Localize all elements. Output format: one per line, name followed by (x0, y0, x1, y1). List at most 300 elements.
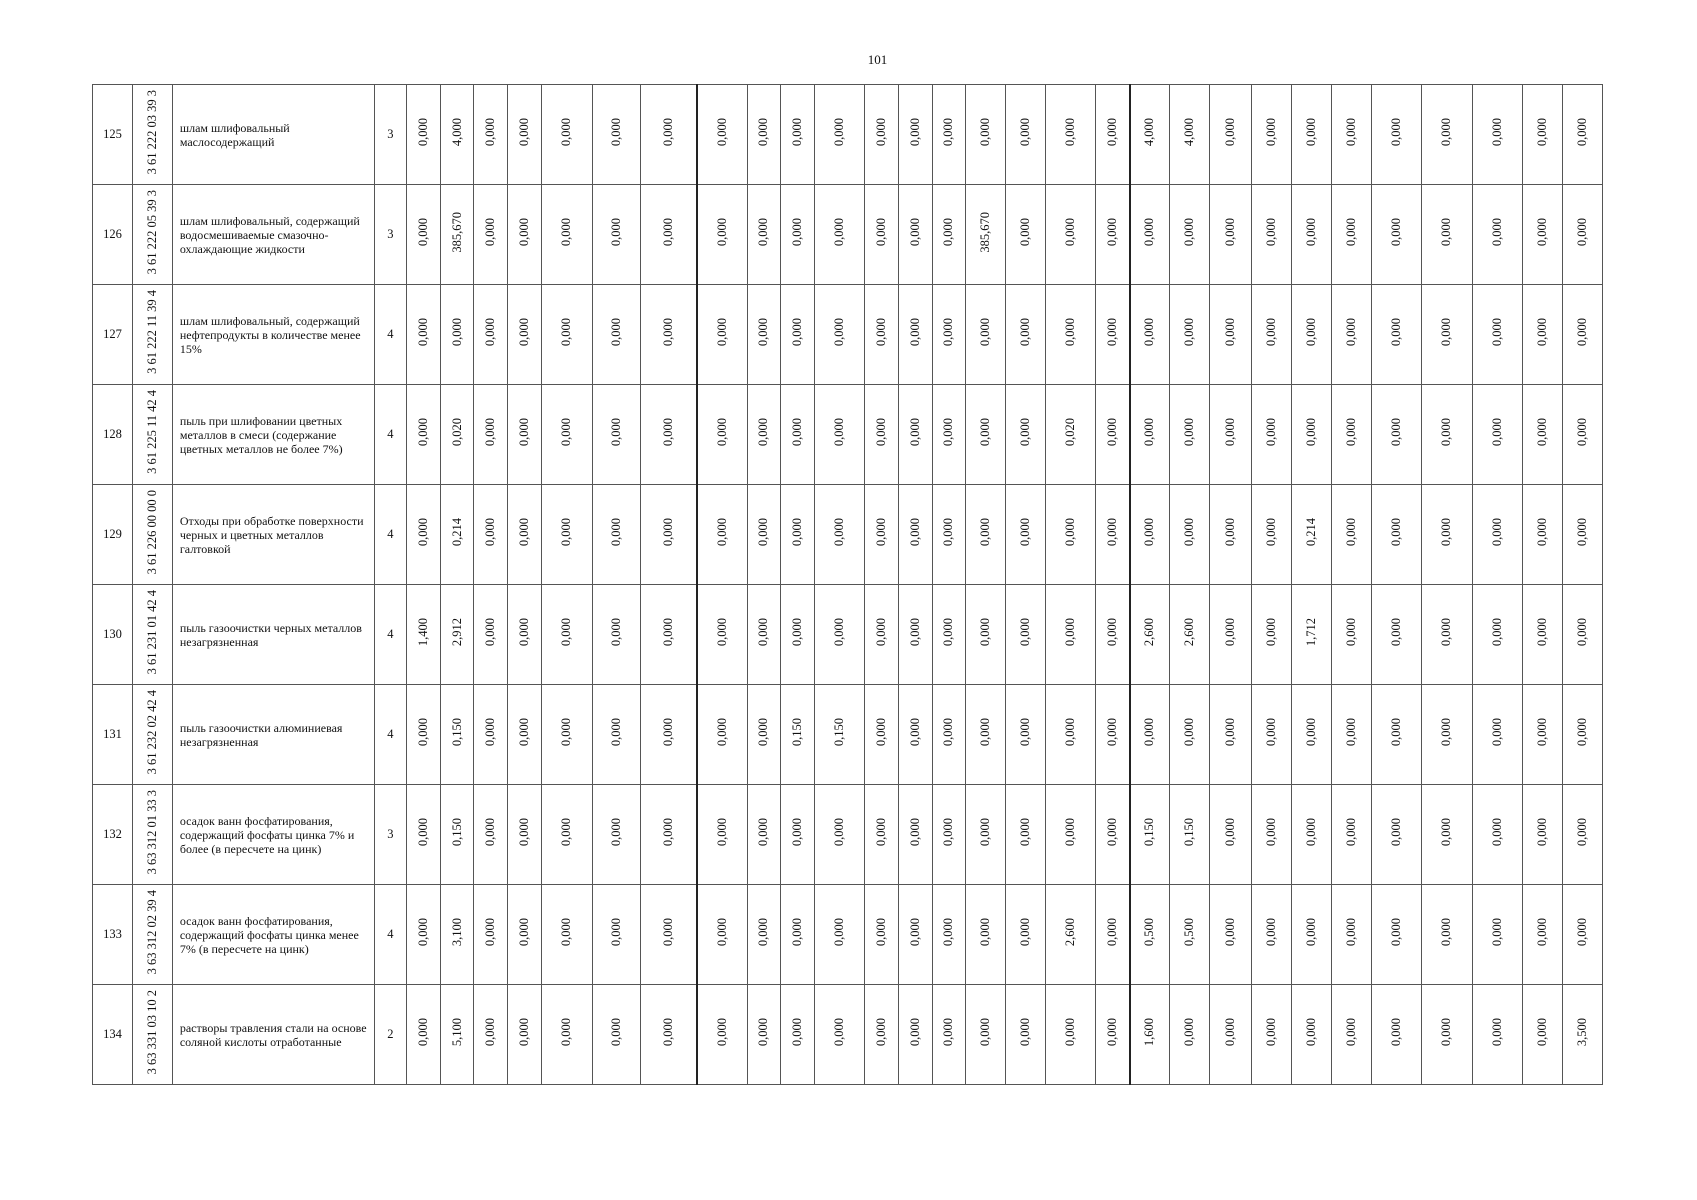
value-cell (1006, 785, 1046, 885)
value-cell (407, 985, 441, 1085)
value-cell (1291, 485, 1331, 585)
waste-name: растворы травления стали на основе соляной кислоты отработанные (172, 985, 374, 1085)
value-cell (932, 985, 966, 1085)
value-text: 0,000 (1489, 917, 1504, 947)
value-text: 0,000 (1489, 217, 1504, 247)
value-cell (541, 385, 592, 485)
value-text: 0,000 (874, 317, 889, 347)
value-cell (898, 685, 932, 785)
value-text: 0,000 (874, 717, 889, 747)
value-cell (440, 385, 474, 485)
value-cell (1096, 85, 1130, 185)
waste-code-cell (132, 485, 172, 585)
value-cell (1562, 185, 1602, 285)
value-cell (1130, 385, 1170, 485)
value-text: 0,000 (978, 317, 993, 347)
value-text: 0,000 (907, 117, 922, 147)
value-cell (865, 285, 899, 385)
value-cell (641, 85, 697, 185)
value-text: 0,000 (661, 717, 676, 747)
value-cell (1251, 885, 1291, 985)
value-text: 0,000 (516, 617, 531, 647)
value-cell (593, 385, 641, 485)
table-row (93, 285, 1603, 385)
value-text: 0,000 (1105, 217, 1119, 247)
value-cell (1291, 885, 1331, 985)
value-text: 0,000 (661, 417, 676, 447)
value-cell (1291, 785, 1331, 885)
waste-name: осадок ванн фосфатирования, содержащий фосфаты цинка 7% и более (в пересчете на цинк) (172, 785, 374, 885)
value-cell (641, 585, 697, 685)
table-row (93, 185, 1603, 285)
value-text: 0,000 (1343, 1017, 1358, 1047)
value-cell (440, 85, 474, 185)
waste-code: 3 61 225 11 42 4 (144, 390, 159, 474)
value-text: 0,000 (516, 817, 531, 847)
value-cell (474, 885, 508, 985)
value-text: 0,000 (1489, 317, 1504, 347)
waste-code-cell (132, 585, 172, 685)
value-text: 0,000 (941, 1017, 956, 1047)
value-text: 0,000 (941, 517, 956, 547)
value-cell (1251, 185, 1291, 285)
value-text: 0,000 (661, 617, 676, 647)
value-cell (407, 785, 441, 885)
table-row (93, 585, 1603, 685)
value-text: 0,000 (1343, 117, 1358, 147)
value-text: 0,000 (415, 317, 430, 347)
value-text: 0,000 (1489, 1017, 1504, 1047)
value-text: 0,000 (1105, 717, 1119, 747)
value-cell (781, 485, 815, 585)
value-cell (1130, 685, 1170, 785)
value-text: 0,000 (1222, 217, 1237, 247)
value-text: 0,000 (1063, 617, 1078, 647)
hazard-class: 3 (374, 785, 407, 885)
value-cell (932, 185, 966, 285)
waste-code: 3 63 331 03 10 2 (144, 989, 159, 1075)
value-cell (865, 885, 899, 985)
value-cell (1523, 585, 1563, 685)
value-cell (1422, 85, 1472, 185)
value-text: 3,500 (1574, 1017, 1589, 1047)
value-text: 0,000 (1263, 317, 1278, 347)
page-number: 101 (867, 52, 888, 67)
value-cell (1169, 685, 1209, 785)
value-text: 0,000 (978, 917, 993, 947)
value-text: 0,000 (1388, 417, 1403, 447)
value-cell (407, 385, 441, 485)
value-cell (1422, 785, 1472, 885)
value-text: 0,000 (415, 817, 430, 847)
value-text: 0,000 (1303, 917, 1318, 947)
value-cell (508, 85, 542, 185)
value-text: 0,000 (714, 817, 729, 847)
value-cell (1472, 385, 1522, 485)
value-text: 0,000 (1388, 217, 1403, 247)
hazard-class: 4 (374, 485, 407, 585)
value-text: 0,000 (415, 1017, 430, 1047)
value-cell (1371, 385, 1421, 485)
value-cell (1169, 485, 1209, 585)
value-text: 0,000 (1343, 317, 1358, 347)
table-row (93, 985, 1603, 1085)
value-cell (1422, 985, 1472, 1085)
row-number: 128 (93, 385, 133, 485)
value-cell (697, 585, 747, 685)
value-text: 0,000 (1142, 317, 1157, 347)
value-text: 0,000 (714, 1017, 729, 1047)
value-cell (697, 885, 747, 985)
value-cell (1169, 385, 1209, 485)
value-cell (541, 685, 592, 785)
value-text: 0,000 (907, 617, 922, 647)
value-cell (898, 85, 932, 185)
value-cell (1006, 685, 1046, 785)
value-cell (1291, 985, 1331, 1085)
table-row (93, 685, 1603, 785)
value-text: 0,000 (790, 217, 805, 247)
value-cell (1523, 285, 1563, 385)
value-cell (1523, 185, 1563, 285)
value-cell (1251, 585, 1291, 685)
value-cell (440, 985, 474, 1085)
hazard-class: 3 (374, 185, 407, 285)
value-cell (474, 985, 508, 1085)
waste-code: 3 63 312 01 33 3 (144, 789, 159, 875)
value-cell (966, 185, 1006, 285)
value-cell (1046, 685, 1096, 785)
value-cell (1169, 85, 1209, 185)
value-cell (1291, 685, 1331, 785)
value-text: 0,000 (978, 717, 993, 747)
value-text: 0,000 (1439, 417, 1454, 447)
waste-code: 3 61 226 00 00 0 (144, 489, 159, 575)
value-text: 385,670 (449, 211, 464, 253)
value-text: 0,000 (1303, 717, 1318, 747)
value-text: 0,000 (1263, 917, 1278, 947)
table-row (93, 485, 1603, 585)
value-text: 0,000 (1388, 117, 1403, 147)
value-text: 0,000 (941, 317, 956, 347)
value-cell (1169, 185, 1209, 285)
hazard-class: 4 (374, 585, 407, 685)
value-text: 0,000 (415, 517, 430, 547)
value-cell (1562, 985, 1602, 1085)
value-cell (932, 885, 966, 985)
value-text: 0,000 (559, 517, 574, 547)
value-cell (1046, 785, 1096, 885)
value-cell (898, 985, 932, 1085)
value-cell (1422, 685, 1472, 785)
value-cell (932, 685, 966, 785)
value-cell (508, 485, 542, 585)
value-cell (1562, 385, 1602, 485)
value-text: 0,000 (1574, 217, 1589, 247)
value-text: 0,000 (609, 817, 624, 847)
value-text: 0,000 (1534, 117, 1549, 147)
value-cell (440, 485, 474, 585)
value-cell (541, 85, 592, 185)
value-text: 0,000 (832, 817, 847, 847)
value-text: 0,000 (661, 217, 676, 247)
value-cell (1422, 185, 1472, 285)
value-cell (865, 685, 899, 785)
value-text: 0,214 (1303, 517, 1318, 547)
value-cell (747, 285, 781, 385)
waste-code-cell (132, 85, 172, 185)
value-text: 0,000 (516, 317, 531, 347)
value-text: 0,000 (1063, 817, 1078, 847)
value-text: 0,000 (1222, 617, 1237, 647)
value-text: 0,000 (1303, 217, 1318, 247)
hazard-class: 2 (374, 985, 407, 1085)
value-cell (966, 85, 1006, 185)
value-text: 0,000 (1489, 617, 1504, 647)
value-cell (966, 585, 1006, 685)
hazard-class: 3 (374, 85, 407, 185)
value-text: 0,000 (483, 417, 498, 447)
value-cell (541, 185, 592, 285)
value-text: 0,000 (790, 317, 805, 347)
value-cell (1562, 885, 1602, 985)
value-cell (1291, 585, 1331, 685)
value-text: 0,000 (1343, 917, 1358, 947)
value-text: 0,000 (1105, 117, 1119, 147)
value-cell (508, 185, 542, 285)
value-text: 0,000 (1439, 817, 1454, 847)
value-text: 0,000 (1574, 717, 1589, 747)
row-number: 131 (93, 685, 133, 785)
value-text: 0,000 (1063, 717, 1078, 747)
value-text: 0,000 (1222, 1017, 1237, 1047)
value-text: 0,000 (790, 1017, 805, 1047)
value-cell (1291, 85, 1331, 185)
row-number: 125 (93, 85, 133, 185)
value-text: 4,000 (1142, 117, 1157, 147)
value-cell (865, 785, 899, 885)
waste-code-cell (132, 385, 172, 485)
value-cell (1562, 585, 1602, 685)
value-text: 0,000 (907, 717, 922, 747)
value-cell (508, 885, 542, 985)
value-cell (1169, 585, 1209, 685)
value-cell (1006, 385, 1046, 485)
value-cell (898, 185, 932, 285)
value-text: 0,000 (756, 517, 771, 547)
value-cell (1371, 85, 1421, 185)
value-cell (1209, 785, 1251, 885)
value-text: 0,000 (449, 317, 464, 347)
value-text: 0,000 (756, 317, 771, 347)
value-text: 0,000 (832, 417, 847, 447)
value-text: 0,000 (609, 717, 624, 747)
value-text: 0,000 (832, 1017, 847, 1047)
value-cell (932, 385, 966, 485)
value-text: 0,000 (874, 217, 889, 247)
value-cell (1523, 385, 1563, 485)
value-text: 0,000 (1439, 617, 1454, 647)
value-text: 0,000 (1222, 717, 1237, 747)
value-text: 0,000 (714, 217, 729, 247)
value-cell (1371, 985, 1421, 1085)
value-text: 0,000 (1018, 417, 1033, 447)
value-cell (814, 585, 864, 685)
value-text: 0,000 (874, 517, 889, 547)
value-cell (641, 785, 697, 885)
value-text: 0,000 (483, 917, 498, 947)
waste-code-cell (132, 785, 172, 885)
value-cell (814, 685, 864, 785)
value-text: 0,150 (832, 717, 847, 747)
value-text: 0,000 (483, 517, 498, 547)
value-text: 0,000 (756, 1017, 771, 1047)
value-cell (1472, 85, 1522, 185)
value-text: 0,000 (1489, 717, 1504, 747)
waste-code: 3 63 312 02 39 4 (144, 889, 159, 975)
value-cell (440, 185, 474, 285)
value-text: 0,150 (449, 717, 464, 747)
value-text: 0,000 (1018, 817, 1033, 847)
value-text: 0,000 (832, 317, 847, 347)
value-text: 0,214 (449, 517, 464, 547)
value-cell (1331, 785, 1371, 885)
value-cell (781, 785, 815, 885)
value-text: 0,000 (1388, 1017, 1403, 1047)
row-number: 130 (93, 585, 133, 685)
value-cell (747, 485, 781, 585)
value-text: 0,000 (874, 917, 889, 947)
value-text: 0,150 (1181, 817, 1196, 847)
value-cell (1251, 385, 1291, 485)
value-cell (641, 685, 697, 785)
value-text: 0,000 (609, 217, 624, 247)
value-text: 0,000 (609, 617, 624, 647)
value-text: 385,670 (978, 211, 993, 253)
value-cell (1562, 285, 1602, 385)
value-text: 0,000 (1222, 317, 1237, 347)
value-cell (865, 185, 899, 285)
value-cell (1371, 685, 1421, 785)
value-cell (747, 85, 781, 185)
value-cell (1291, 385, 1331, 485)
value-text: 0,000 (1489, 417, 1504, 447)
value-text: 0,000 (1343, 517, 1358, 547)
value-cell (641, 485, 697, 585)
value-text: 0,000 (661, 817, 676, 847)
value-cell (1251, 485, 1291, 585)
waste-code: 3 61 222 05 39 3 (144, 189, 159, 275)
value-cell (697, 185, 747, 285)
value-cell (1046, 485, 1096, 585)
value-cell (966, 285, 1006, 385)
value-cell (697, 785, 747, 885)
value-text: 0,000 (559, 117, 574, 147)
value-cell (641, 985, 697, 1085)
value-cell (1422, 485, 1472, 585)
value-text: 0,000 (1439, 917, 1454, 947)
value-text: 0,000 (874, 1017, 889, 1047)
value-text: 0,000 (1142, 217, 1157, 247)
value-text: 0,000 (1343, 717, 1358, 747)
value-text: 0,000 (1142, 517, 1157, 547)
value-text: 0,000 (790, 917, 805, 947)
value-cell (593, 785, 641, 885)
value-text: 0,000 (415, 717, 430, 747)
value-cell (814, 485, 864, 585)
waste-code-cell (132, 185, 172, 285)
value-cell (593, 585, 641, 685)
value-cell (440, 885, 474, 985)
value-cell (1371, 485, 1421, 585)
value-text: 0,000 (1063, 1017, 1078, 1047)
value-text: 0,000 (516, 517, 531, 547)
value-text: 0,000 (756, 917, 771, 947)
value-cell (1209, 885, 1251, 985)
value-text: 0,000 (941, 717, 956, 747)
value-cell (1006, 885, 1046, 985)
value-cell (697, 485, 747, 585)
value-text: 0,000 (1222, 917, 1237, 947)
value-cell (474, 685, 508, 785)
value-cell (1096, 785, 1130, 885)
value-cell (1371, 785, 1421, 885)
value-cell (966, 485, 1006, 585)
value-text: 0,000 (609, 1017, 624, 1047)
value-cell (1371, 885, 1421, 985)
value-cell (541, 285, 592, 385)
value-cell (1169, 785, 1209, 885)
value-text: 0,000 (1388, 917, 1403, 947)
value-text: 0,000 (661, 1017, 676, 1047)
value-cell (541, 785, 592, 885)
value-cell (641, 385, 697, 485)
value-cell (865, 985, 899, 1085)
value-text: 0,000 (1343, 817, 1358, 847)
table-row (93, 385, 1603, 485)
waste-name: шлам шлифовальный, содержащий водосмешиваемые смазочно-охлаждающие жидкости (172, 185, 374, 285)
value-text: 0,000 (714, 417, 729, 447)
value-text: 1,600 (1142, 1017, 1157, 1047)
value-text: 0,000 (559, 217, 574, 247)
value-cell (508, 685, 542, 785)
value-cell (407, 85, 441, 185)
value-cell (593, 85, 641, 185)
value-cell (474, 785, 508, 885)
value-text: 0,000 (1263, 717, 1278, 747)
value-text: 0,000 (516, 1017, 531, 1047)
value-cell (814, 185, 864, 285)
value-text: 0,000 (832, 617, 847, 647)
value-text: 0,000 (1063, 117, 1078, 147)
value-text: 0,000 (1439, 117, 1454, 147)
value-cell (593, 185, 641, 285)
value-cell (1331, 85, 1371, 185)
value-cell (407, 185, 441, 285)
value-text: 0,000 (941, 417, 956, 447)
value-cell (898, 285, 932, 385)
value-text: 0,000 (1105, 917, 1119, 947)
value-text: 0,000 (941, 917, 956, 947)
value-text: 0,000 (1063, 317, 1078, 347)
value-cell (747, 685, 781, 785)
value-text: 5,100 (449, 1017, 464, 1047)
value-text: 0,000 (609, 517, 624, 547)
value-text: 0,000 (1574, 517, 1589, 547)
value-cell (697, 85, 747, 185)
value-cell (1523, 785, 1563, 885)
value-cell (474, 185, 508, 285)
